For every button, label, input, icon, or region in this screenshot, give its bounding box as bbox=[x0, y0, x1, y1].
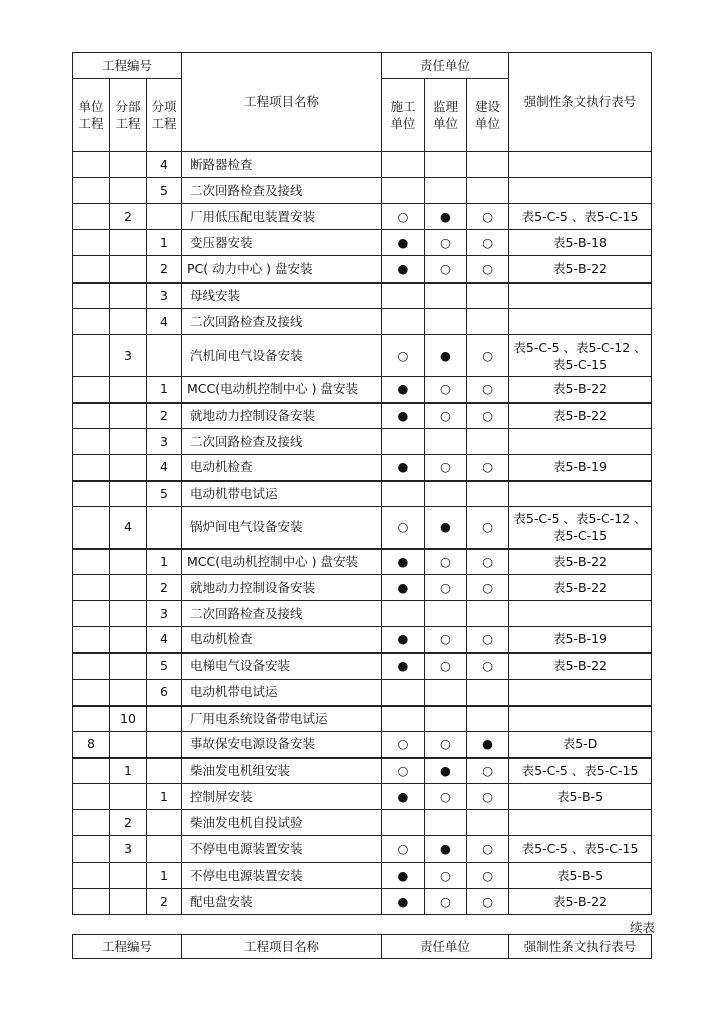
supervision-mark-cell: ○ bbox=[425, 732, 467, 758]
cont-header-project-name: 工程项目名称 bbox=[182, 935, 382, 959]
table-row bbox=[73, 230, 652, 256]
supervision-mark-cell: ○ bbox=[425, 653, 467, 680]
header-supervision-text: 监理 单位 bbox=[433, 99, 459, 131]
table-no-cell bbox=[509, 429, 652, 455]
supervision-mark-cell bbox=[425, 680, 467, 706]
project-name-cell: 配电盘安装 bbox=[182, 889, 382, 915]
construction-mark-cell: ● bbox=[382, 256, 425, 283]
table-no-cell: 表5-B-5 bbox=[509, 863, 652, 889]
table-row bbox=[73, 836, 652, 863]
header-builder bbox=[467, 79, 509, 152]
construction-mark-cell bbox=[382, 152, 425, 178]
supervision-mark-cell bbox=[425, 152, 467, 178]
builder-mark-cell bbox=[467, 309, 509, 335]
builder-mark-cell bbox=[467, 429, 509, 455]
project-name-cell: 二次回路检查及接线 bbox=[182, 601, 382, 627]
project-name-cell: 变压器安装 bbox=[182, 230, 382, 256]
unit-no-cell bbox=[73, 680, 110, 706]
table-row bbox=[73, 507, 652, 549]
item-no-cell: 2 bbox=[147, 889, 182, 915]
continuation-label: 续表 bbox=[630, 920, 656, 935]
supervision-mark-cell: ● bbox=[425, 507, 467, 549]
header-unit-text: 单位 工程 bbox=[78, 99, 104, 131]
supervision-mark-cell: ○ bbox=[425, 627, 467, 653]
division-no-cell bbox=[110, 403, 147, 429]
table-no-cell: 表5-C-5 、表5-C-12 、 表5-C-15 bbox=[509, 335, 652, 377]
project-name-cell: 柴油发电机自投试验 bbox=[182, 810, 382, 836]
header-project-name: 工程项目名称 bbox=[182, 53, 382, 152]
table-row bbox=[73, 653, 652, 680]
division-no-cell: 3 bbox=[110, 836, 147, 863]
table-row bbox=[73, 732, 652, 758]
builder-mark-cell bbox=[467, 601, 509, 627]
division-no-cell bbox=[110, 481, 147, 507]
unit-no-cell bbox=[73, 455, 110, 481]
table-row bbox=[73, 784, 652, 810]
supervision-mark-cell: ● bbox=[425, 335, 467, 377]
builder-mark-cell: ○ bbox=[467, 836, 509, 863]
project-name-cell: PC( 动力中心 ) 盘安装 bbox=[182, 256, 382, 283]
division-no-cell: 3 bbox=[110, 335, 147, 377]
item-no-cell: 1 bbox=[147, 784, 182, 810]
project-name-cell: 电动机检查 bbox=[182, 627, 382, 653]
builder-mark-cell: ○ bbox=[467, 758, 509, 784]
project-name-cell: MCC(电动机控制中心 ) 盘安装 bbox=[182, 377, 382, 403]
builder-mark-cell bbox=[467, 178, 509, 204]
construction-mark-cell: ○ bbox=[382, 836, 425, 863]
unit-no-cell bbox=[73, 429, 110, 455]
item-no-cell bbox=[147, 732, 182, 758]
unit-no-cell bbox=[73, 309, 110, 335]
table-row bbox=[73, 283, 652, 309]
header-item bbox=[147, 79, 182, 152]
division-no-cell bbox=[110, 309, 147, 335]
construction-mark-cell: ○ bbox=[382, 335, 425, 377]
table-row bbox=[73, 178, 652, 204]
builder-mark-cell bbox=[467, 152, 509, 178]
construction-mark-cell: ○ bbox=[382, 204, 425, 230]
unit-no-cell bbox=[73, 810, 110, 836]
division-no-cell bbox=[110, 732, 147, 758]
cont-header-resp-group: 责任单位 bbox=[382, 935, 509, 959]
table-no-cell: 表5-B-22 bbox=[509, 889, 652, 915]
division-no-cell: 2 bbox=[110, 810, 147, 836]
builder-mark-cell: ○ bbox=[467, 784, 509, 810]
project-name-cell: 锅炉间电气设备安装 bbox=[182, 507, 382, 549]
header-division-text: 分部 工程 bbox=[115, 99, 141, 131]
project-name-cell: 控制屏安装 bbox=[182, 784, 382, 810]
continuation-table-header bbox=[72, 934, 652, 959]
builder-mark-cell: ○ bbox=[467, 377, 509, 403]
item-no-cell: 2 bbox=[147, 575, 182, 601]
table-no-cell: 表5-B-18 bbox=[509, 230, 652, 256]
unit-no-cell bbox=[73, 335, 110, 377]
builder-mark-cell: ○ bbox=[467, 204, 509, 230]
unit-no-cell bbox=[73, 653, 110, 680]
unit-no-cell bbox=[73, 152, 110, 178]
builder-mark-cell bbox=[467, 283, 509, 309]
builder-mark-cell: ○ bbox=[467, 889, 509, 915]
header-resp-group: 责任单位 bbox=[382, 53, 509, 79]
division-no-cell bbox=[110, 653, 147, 680]
unit-no-cell: 8 bbox=[73, 732, 110, 758]
unit-no-cell bbox=[73, 575, 110, 601]
construction-mark-cell: ● bbox=[382, 377, 425, 403]
construction-mark-cell: ● bbox=[382, 784, 425, 810]
unit-no-cell bbox=[73, 283, 110, 309]
table-no-cell: 表5-B-22 bbox=[509, 377, 652, 403]
division-no-cell bbox=[110, 601, 147, 627]
supervision-mark-cell: ○ bbox=[425, 549, 467, 575]
project-name-cell: 事故保安电源设备安装 bbox=[182, 732, 382, 758]
project-name-cell: 柴油发电机组安装 bbox=[182, 758, 382, 784]
builder-mark-cell: ● bbox=[467, 732, 509, 758]
unit-no-cell bbox=[73, 889, 110, 915]
unit-no-cell bbox=[73, 204, 110, 230]
supervision-mark-cell: ○ bbox=[425, 455, 467, 481]
unit-no-cell bbox=[73, 784, 110, 810]
table-row bbox=[73, 403, 652, 429]
item-no-cell: 1 bbox=[147, 863, 182, 889]
construction-mark-cell: ● bbox=[382, 889, 425, 915]
supervision-mark-cell bbox=[425, 810, 467, 836]
table-no-cell: 表5-C-5 、表5-C-15 bbox=[509, 836, 652, 863]
unit-no-cell bbox=[73, 601, 110, 627]
construction-mark-cell bbox=[382, 706, 425, 732]
table-row bbox=[73, 256, 652, 283]
item-no-cell: 5 bbox=[147, 653, 182, 680]
item-no-cell: 5 bbox=[147, 481, 182, 507]
engineering-items-table bbox=[72, 52, 652, 915]
division-no-cell bbox=[110, 377, 147, 403]
unit-no-cell bbox=[73, 403, 110, 429]
supervision-mark-cell: ○ bbox=[425, 889, 467, 915]
unit-no-cell bbox=[73, 481, 110, 507]
item-no-cell: 4 bbox=[147, 455, 182, 481]
division-no-cell bbox=[110, 283, 147, 309]
project-name-cell: MCC(电动机控制中心 ) 盘安装 bbox=[182, 549, 382, 575]
table-row bbox=[73, 335, 652, 377]
division-no-cell bbox=[110, 429, 147, 455]
division-no-cell: 4 bbox=[110, 507, 147, 549]
project-name-cell: 断路器检查 bbox=[182, 152, 382, 178]
supervision-mark-cell bbox=[425, 429, 467, 455]
cont-header-table-no: 强制性条文执行表号 bbox=[509, 935, 652, 959]
table-no-cell bbox=[509, 706, 652, 732]
table-no-cell: 表5-B-5 bbox=[509, 784, 652, 810]
project-name-cell: 二次回路检查及接线 bbox=[182, 309, 382, 335]
table-no-cell bbox=[509, 481, 652, 507]
division-no-cell bbox=[110, 549, 147, 575]
builder-mark-cell: ○ bbox=[467, 230, 509, 256]
builder-mark-cell bbox=[467, 481, 509, 507]
table-no-cell: 表5-B-22 bbox=[509, 256, 652, 283]
supervision-mark-cell: ● bbox=[425, 758, 467, 784]
item-no-cell bbox=[147, 507, 182, 549]
item-no-cell: 2 bbox=[147, 403, 182, 429]
construction-mark-cell bbox=[382, 481, 425, 507]
division-no-cell bbox=[110, 152, 147, 178]
builder-mark-cell: ○ bbox=[467, 549, 509, 575]
project-name-cell: 二次回路检查及接线 bbox=[182, 178, 382, 204]
unit-no-cell bbox=[73, 230, 110, 256]
table-no-cell: 表5-B-22 bbox=[509, 575, 652, 601]
project-name-cell: 就地动力控制设备安装 bbox=[182, 403, 382, 429]
table-row bbox=[73, 889, 652, 915]
table-row bbox=[73, 627, 652, 653]
builder-mark-cell: ○ bbox=[467, 335, 509, 377]
table-no-cell bbox=[509, 309, 652, 335]
construction-mark-cell: ● bbox=[382, 549, 425, 575]
table-row bbox=[73, 549, 652, 575]
unit-no-cell bbox=[73, 549, 110, 575]
division-no-cell bbox=[110, 680, 147, 706]
table-row bbox=[73, 204, 652, 230]
table-row bbox=[73, 680, 652, 706]
header-unit bbox=[73, 79, 110, 152]
table-no-cell: 表5-C-5 、表5-C-15 bbox=[509, 204, 652, 230]
project-name-cell: 不停电电源装置安装 bbox=[182, 863, 382, 889]
supervision-mark-cell: ○ bbox=[425, 863, 467, 889]
item-no-cell: 4 bbox=[147, 627, 182, 653]
header-item-text: 分项 工程 bbox=[151, 99, 177, 131]
project-name-cell: 电动机带电试运 bbox=[182, 680, 382, 706]
unit-no-cell bbox=[73, 863, 110, 889]
supervision-mark-cell: ● bbox=[425, 204, 467, 230]
item-no-cell: 5 bbox=[147, 178, 182, 204]
table-row bbox=[73, 810, 652, 836]
construction-mark-cell: ● bbox=[382, 863, 425, 889]
construction-mark-cell bbox=[382, 178, 425, 204]
unit-no-cell bbox=[73, 256, 110, 283]
supervision-mark-cell: ○ bbox=[425, 230, 467, 256]
item-no-cell bbox=[147, 810, 182, 836]
table-no-cell: 表5-D bbox=[509, 732, 652, 758]
unit-no-cell bbox=[73, 836, 110, 863]
table-row bbox=[73, 575, 652, 601]
division-no-cell bbox=[110, 627, 147, 653]
supervision-mark-cell bbox=[425, 481, 467, 507]
builder-mark-cell: ○ bbox=[467, 256, 509, 283]
builder-mark-cell: ○ bbox=[467, 653, 509, 680]
project-name-cell: 就地动力控制设备安装 bbox=[182, 575, 382, 601]
project-name-cell: 二次回路检查及接线 bbox=[182, 429, 382, 455]
item-no-cell: 1 bbox=[147, 549, 182, 575]
construction-mark-cell bbox=[382, 309, 425, 335]
builder-mark-cell: ○ bbox=[467, 507, 509, 549]
table-no-cell bbox=[509, 178, 652, 204]
construction-mark-cell: ○ bbox=[382, 732, 425, 758]
continuation-header-row bbox=[73, 935, 652, 959]
construction-mark-cell bbox=[382, 810, 425, 836]
supervision-mark-cell: ● bbox=[425, 836, 467, 863]
division-no-cell bbox=[110, 455, 147, 481]
division-no-cell: 1 bbox=[110, 758, 147, 784]
table-no-cell bbox=[509, 810, 652, 836]
builder-mark-cell bbox=[467, 810, 509, 836]
builder-mark-cell: ○ bbox=[467, 575, 509, 601]
division-no-cell bbox=[110, 178, 147, 204]
table-row bbox=[73, 429, 652, 455]
unit-no-cell bbox=[73, 178, 110, 204]
table-no-cell: 表5-C-5 、表5-C-15 bbox=[509, 758, 652, 784]
builder-mark-cell: ○ bbox=[467, 455, 509, 481]
project-name-cell: 厂用电系统设备带电试运 bbox=[182, 706, 382, 732]
construction-mark-cell: ● bbox=[382, 653, 425, 680]
table-no-cell: 表5-B-22 bbox=[509, 653, 652, 680]
builder-mark-cell: ○ bbox=[467, 863, 509, 889]
division-no-cell bbox=[110, 256, 147, 283]
header-builder-text: 建设 单位 bbox=[475, 99, 501, 131]
table-row bbox=[73, 706, 652, 732]
project-name-cell: 厂用低压配电装置安装 bbox=[182, 204, 382, 230]
header-construction-text: 施工 单位 bbox=[390, 99, 416, 131]
project-name-cell: 电动机检查 bbox=[182, 455, 382, 481]
supervision-mark-cell: ○ bbox=[425, 575, 467, 601]
header-table-no: 强制性条文执行表号 bbox=[509, 53, 652, 152]
cont-header-code-group: 工程编号 bbox=[73, 935, 182, 959]
table-row bbox=[73, 601, 652, 627]
construction-mark-cell bbox=[382, 680, 425, 706]
table-row bbox=[73, 863, 652, 889]
table-row bbox=[73, 758, 652, 784]
builder-mark-cell bbox=[467, 706, 509, 732]
supervision-mark-cell: ○ bbox=[425, 403, 467, 429]
item-no-cell bbox=[147, 204, 182, 230]
unit-no-cell bbox=[73, 706, 110, 732]
construction-mark-cell: ● bbox=[382, 627, 425, 653]
item-no-cell bbox=[147, 335, 182, 377]
supervision-mark-cell bbox=[425, 283, 467, 309]
construction-mark-cell bbox=[382, 429, 425, 455]
table-no-cell: 表5-C-5 、表5-C-12 、 表5-C-15 bbox=[509, 507, 652, 549]
construction-mark-cell bbox=[382, 601, 425, 627]
item-no-cell: 3 bbox=[147, 429, 182, 455]
supervision-mark-cell bbox=[425, 601, 467, 627]
item-no-cell: 4 bbox=[147, 309, 182, 335]
table-no-cell: 表5-B-19 bbox=[509, 455, 652, 481]
division-no-cell bbox=[110, 575, 147, 601]
supervision-mark-cell bbox=[425, 706, 467, 732]
item-no-cell: 6 bbox=[147, 680, 182, 706]
header-supervision bbox=[425, 79, 467, 152]
table-row bbox=[73, 455, 652, 481]
supervision-mark-cell: ○ bbox=[425, 377, 467, 403]
table-no-cell bbox=[509, 283, 652, 309]
header-construction bbox=[382, 79, 425, 152]
table-row bbox=[73, 152, 652, 178]
construction-mark-cell: ● bbox=[382, 230, 425, 256]
table-row bbox=[73, 309, 652, 335]
builder-mark-cell: ○ bbox=[467, 627, 509, 653]
unit-no-cell bbox=[73, 377, 110, 403]
unit-no-cell bbox=[73, 758, 110, 784]
header-row-1 bbox=[73, 53, 652, 79]
table-no-cell bbox=[509, 152, 652, 178]
header-code-group: 工程编号 bbox=[73, 53, 182, 79]
project-name-cell: 电梯电气设备安装 bbox=[182, 653, 382, 680]
table-no-cell bbox=[509, 601, 652, 627]
division-no-cell bbox=[110, 230, 147, 256]
construction-mark-cell bbox=[382, 283, 425, 309]
unit-no-cell bbox=[73, 627, 110, 653]
item-no-cell: 2 bbox=[147, 256, 182, 283]
item-no-cell bbox=[147, 758, 182, 784]
table-row bbox=[73, 481, 652, 507]
builder-mark-cell bbox=[467, 680, 509, 706]
division-no-cell bbox=[110, 889, 147, 915]
item-no-cell: 1 bbox=[147, 377, 182, 403]
project-name-cell: 母线安装 bbox=[182, 283, 382, 309]
unit-no-cell bbox=[73, 507, 110, 549]
table-no-cell: 表5-B-22 bbox=[509, 403, 652, 429]
item-no-cell: 1 bbox=[147, 230, 182, 256]
project-name-cell: 不停电电源装置安装 bbox=[182, 836, 382, 863]
construction-mark-cell: ○ bbox=[382, 758, 425, 784]
item-no-cell: 3 bbox=[147, 601, 182, 627]
supervision-mark-cell bbox=[425, 309, 467, 335]
division-no-cell bbox=[110, 863, 147, 889]
project-name-cell: 电动机带电试运 bbox=[182, 481, 382, 507]
division-no-cell bbox=[110, 784, 147, 810]
item-no-cell bbox=[147, 836, 182, 863]
construction-mark-cell: ● bbox=[382, 575, 425, 601]
table-no-cell: 表5-B-22 bbox=[509, 549, 652, 575]
project-name-cell: 汽机间电气设备安装 bbox=[182, 335, 382, 377]
table-no-cell: 表5-B-19 bbox=[509, 627, 652, 653]
header-division bbox=[110, 79, 147, 152]
table-row bbox=[73, 377, 652, 403]
supervision-mark-cell: ○ bbox=[425, 784, 467, 810]
construction-mark-cell: ● bbox=[382, 403, 425, 429]
supervision-mark-cell bbox=[425, 178, 467, 204]
table-no-cell bbox=[509, 680, 652, 706]
item-no-cell: 3 bbox=[147, 283, 182, 309]
item-no-cell: 4 bbox=[147, 152, 182, 178]
construction-mark-cell: ○ bbox=[382, 507, 425, 549]
division-no-cell: 10 bbox=[110, 706, 147, 732]
division-no-cell: 2 bbox=[110, 204, 147, 230]
supervision-mark-cell: ○ bbox=[425, 256, 467, 283]
builder-mark-cell: ○ bbox=[467, 403, 509, 429]
construction-mark-cell: ● bbox=[382, 455, 425, 481]
item-no-cell bbox=[147, 706, 182, 732]
